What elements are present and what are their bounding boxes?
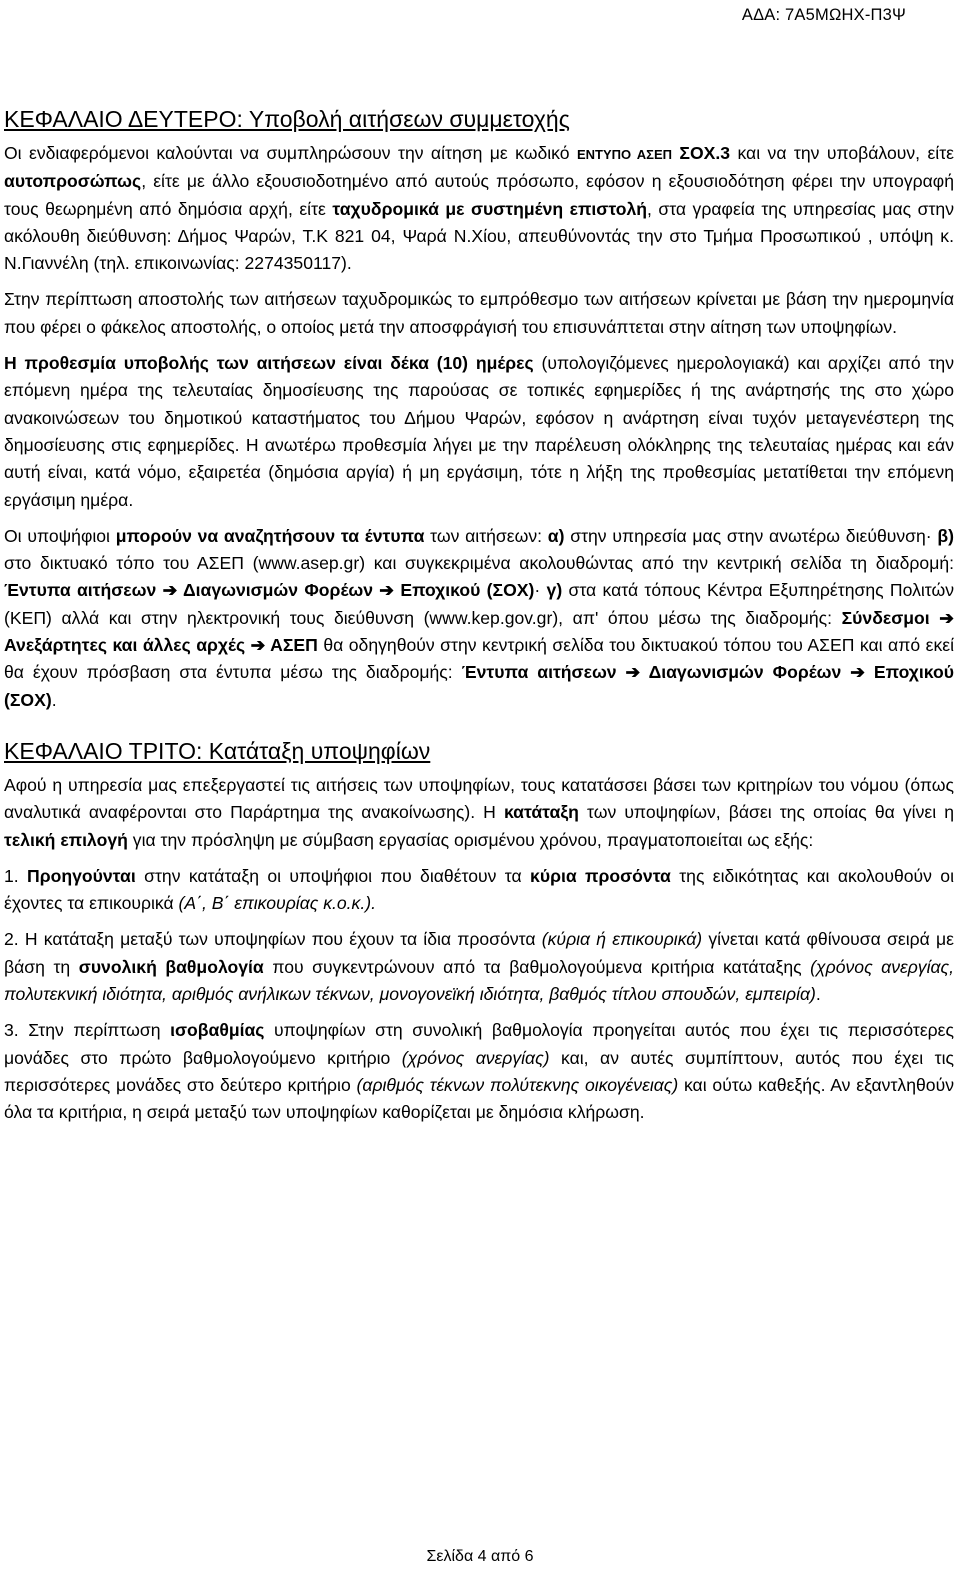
text-run: στα κατά τόπους Κέντρα Εξυπηρέτησης Πολιτών (ΚΕΠ) αλλά και στην ηλεκτρονική τους διεύθυνση (www.kep.gov.gr), απ' όπου μέσω της διαδρομής:	[4, 580, 955, 628]
ranking-rule-1	[4, 863, 954, 918]
text-run: 3. Στην περίπτωση	[4, 1020, 171, 1041]
text-run: που συγκεντρώνουν από τα βαθμολογούμενα κριτήρια κατάταξης	[263, 956, 811, 977]
bold-text: συνολική βαθμολογία	[78, 956, 264, 977]
chapter-three-title: ΚΕΦΑΛΑΙΟ ΤΡΙΤΟ: Κατάταξη υποψηφίων	[4, 737, 431, 764]
text-run: .	[51, 689, 57, 710]
bold-text: κατάταξη	[503, 802, 579, 823]
bold-text: β)	[937, 525, 954, 546]
text-run: των αιτήσεων:	[424, 525, 548, 546]
form-code-label: ΕΝΤΥΠΟ ΑΣΕΠ	[576, 147, 673, 162]
bold-text: ταχυδρομικά με συστημένη επιστολή	[332, 198, 647, 219]
text-run: Οι υποψήφιοι	[4, 525, 116, 546]
navigation-path: Έντυπα αιτήσεων ➔ Διαγωνισμών Φορέων ➔ Εποχικού (ΣΟΧ)	[4, 662, 954, 710]
chapter-two-paragraph-3	[4, 350, 954, 514]
text-run: και να την υποβάλουν, είτε	[730, 143, 954, 163]
text-run: ·	[534, 580, 547, 601]
text-run: στο δικτυακό τόπο του ΑΣΕΠ (www.asep.gr) και συγκεκριμένα ακολουθώντας από την κεντρική σελίδα τη διαδρομή:	[4, 553, 954, 574]
bold-text: Προηγούνται	[27, 865, 136, 886]
chapter-two-title: ΚΕΦΑΛΑΙΟ ΔΕΥΤΕΡΟ: Υποβολή αιτήσεων συμμετοχής	[4, 106, 570, 132]
bold-text: α)	[547, 525, 565, 546]
chapter-two-paragraph-1	[4, 140, 954, 277]
text-run: υποψηφίων στη συνολική βαθμολογία προηγείται αυτός που έχει τις περισσότερες μονάδες στο πρώτο βαθμολογούμενο κριτήριο	[4, 1020, 955, 1068]
text-run: και, αν αυτές συμπίπτουν, αυτός που έχει τις περισσότερες μονάδες στο δεύτερο κριτήριο	[4, 1047, 954, 1095]
text-run: Αφού η υπηρεσία μας επεξεργαστεί τις αιτήσεις των υποψηφίων, τους κατατάσσει βάσει των κριτηρίων του νόμου (όπως αναλυτικά αναφέρονται στο Παράρτημα της ανακοίνωσης). Η	[4, 774, 954, 823]
navigation-path: Σύνδεσμοι ➔ Ανεξάρτητες και άλλες αρχές ➔ ΑΣΕΠ	[4, 607, 954, 656]
text-run: .	[815, 984, 821, 1005]
chapter-three-paragraph-1	[4, 772, 954, 854]
document-code: ΑΔΑ: 7Α5ΜΩΗΧ-Π3Ψ	[741, 6, 906, 24]
list-number: 1.	[4, 865, 28, 886]
chapter-two-paragraph-2: Στην περίπτωση αποστολής των αιτήσεων ταχυδρομικώς το εμπρόθεσμο των αιτήσεων κρίνεται με βάση την ημερομηνία που φέρει ο φάκελος αποστολής, ο οποίος μετά την αποσφράγισή του επισυνάπτεται στην αίτηση των υποψηφίων.	[4, 289, 954, 337]
page-number: Σελίδα 4 από 6	[426, 1548, 534, 1565]
italic-text: (χρόνος ανεργίας, πολυτεκνική ιδιότητα, αριθμός ανήλικων τέκνων, μονογονεϊκή ιδιότητα, βαθμός τίτλου σπουδών, εμπειρία)	[4, 956, 954, 1005]
document-body	[4, 104, 954, 1136]
text-run: (υπολογιζόμενες ημερολογιακά) και αρχίζει από την επόμενη ημέρα της τελευταίας δημοσίευσης της παρούσας σε τοπικές εφημερίδες ή της ανάρτησής της στο χώρο ανακοινώσεων του δημοτικού καταστήματος του Δήμου Ψαρών, εφόσον η ανάρτηση είναι τυχόν μεταγενέστερη της δημοσίευσης στις εφημερίδες. Η ανωτέρω προθεσμία λήγει με την παρέλευση ολόκληρης της τελευταίας ημέρας και εάν αυτή είναι, κατά νόμο, εξαιρετέα (δημόσια αργία) ή μη εργάσιμη, τότε η λήξη της προθεσμίας μετατίθεται την επόμενη εργάσιμη ημέρα.	[4, 353, 954, 510]
text-run: της ειδικότητας και ακολουθούν οι έχοντες τα επικουρικά	[4, 865, 954, 914]
italic-text: (χρόνος ανεργίας)	[401, 1047, 550, 1068]
text-run: Οι ενδιαφερόμενοι καλούνται να συμπληρώσουν την αίτηση με κωδικό	[4, 143, 577, 163]
bold-text: ισοβαθμίας	[170, 1020, 265, 1041]
ranking-rule-3	[4, 1017, 954, 1126]
text-run: στην κατάταξη οι υποψήφιοι που διαθέτουν τα	[135, 865, 531, 886]
italic-text: (αριθμός τέκνων πολύτεκνης οικογένειας)	[356, 1074, 679, 1095]
text-run: για την πρόσληψη με σύμβαση εργασίας ορισμένου χρόνου, πραγματοποιείται ως εξής:	[127, 829, 814, 850]
bold-text: κύρια προσόντα	[530, 865, 671, 886]
text-run: 2. Η κατάταξη μεταξύ των υποψηφίων που έχουν τα ίδια προσόντα	[4, 929, 542, 950]
text-run: , στα γραφεία της υπηρεσίας μας στην ακόλουθη διεύθυνση: Δήμος Ψαρών, Τ.Κ 821 04, Ψαρά Ν.Χίου, απευθύνοντάς την στο Τμήμα Προσωπικού , υπόψη κ. Ν.Γιαννέλη (τηλ. επικοινωνίας: 2274350117).	[4, 198, 954, 274]
text-run: και ούτω καθεξής. Αν εξαντληθούν όλα τα κριτήρια, η σειρά μεταξύ των υποψηφίων καθορίζεται με δημόσια κλήρωση.	[4, 1074, 955, 1123]
italic-text: (Α΄, Β΄ επικουρίας κ.ο.κ.).	[178, 893, 376, 914]
bold-text: μπορούν να αναζητήσουν τα έντυπα	[115, 525, 425, 546]
bold-text: τελική επιλογή	[4, 829, 128, 850]
chapter-two-paragraph-4	[4, 523, 954, 714]
bold-text: αυτοπροσώπως	[4, 171, 142, 192]
navigation-path: Έντυπα αιτήσεων ➔ Διαγωνισμών Φορέων ➔ Εποχικού (ΣΟΧ)	[4, 580, 535, 601]
text-run: γίνεται κατά φθίνουσα σειρά με βάση τη	[4, 929, 954, 977]
bold-text: γ)	[546, 580, 563, 601]
text-run: στην υπηρεσία μας στην ανωτέρω διεύθυνση·	[564, 525, 938, 546]
text-run: των υποψηφίων, βάσει της οποίας θα γίνει η	[578, 802, 954, 823]
text-run: θα οδηγηθούν στην κεντρική σελίδα του δικτυακού τόπου του ΑΣΕΠ και από εκεί θα έχουν πρόσβαση στα έντυπα μέσω της διαδρομής:	[4, 635, 954, 683]
bold-text: Η προθεσμία υποβολής των αιτήσεων είναι δέκα (10) ημέρες	[4, 353, 534, 374]
text-run: , είτε με άλλο εξουσιοδοτημένο από αυτούς πρόσωπο, εφόσον η εξουσιοδότηση φέρει την υπογραφή τους θεωρημένη από δημόσια αρχή, είτε	[4, 171, 954, 219]
form-code-number: ΣΟΧ.3	[672, 143, 731, 163]
ranking-rule-2	[4, 926, 954, 1008]
italic-text: (κύρια ή επικουρικά)	[541, 929, 703, 950]
